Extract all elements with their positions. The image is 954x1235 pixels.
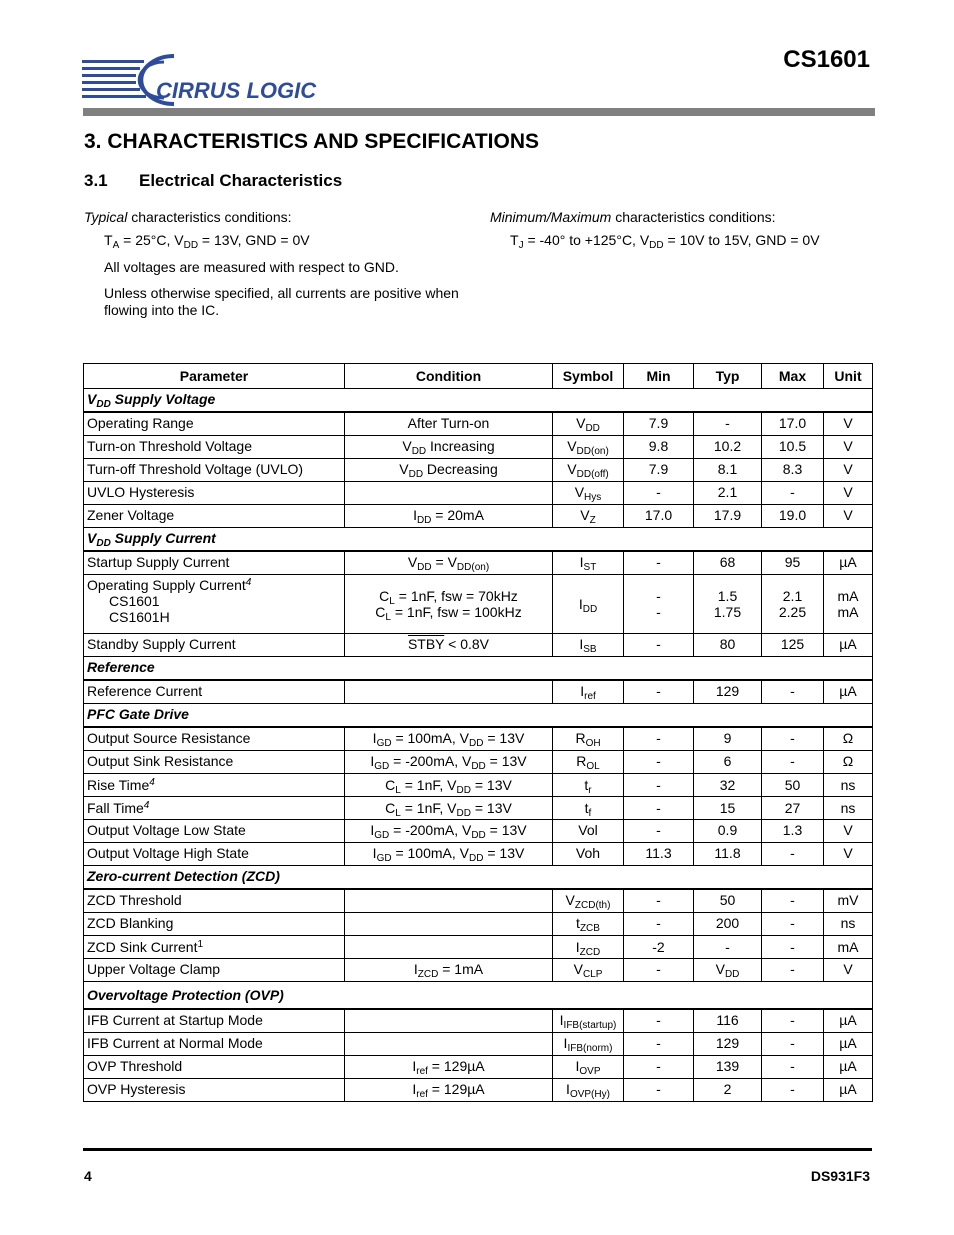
cirrus-logic-logo (82, 52, 342, 108)
table-row: OVP Hysteresis $I_{ref} = 129\mu A$ $I_{OVP(Hy)}$ - 2 - µA (84, 1079, 873, 1102)
table-row: Output Voltage High State $I_{GD} = 100mA$, $V_{DD} = 13V$ Voh 11.3 11.8 - V (84, 843, 873, 866)
table-row: Zener Voltage $I_{DD} = 20mA$ $V_Z$ 17.0 17.9 19.0 V (84, 505, 873, 528)
table-row: Rise Time$^4$ $C_L = 1nF$, $V_{DD} = 13V$ $t_r$ - 32 50 ns (84, 774, 873, 797)
section-row: PFC Gate Drive (84, 704, 873, 728)
section-row: $V_{DD}$ Supply Current (84, 528, 873, 552)
table-row: Operating Supply Current$^4$ CS1601 CS1601H $C_L = 1nF$, fsw = 70kHz $C_L = 1nF$, fsw = 100kHz $I_{DD}$ - - 1.5 1.75 2.1 2.25 mA mA (84, 575, 873, 634)
table-row: ZCD Blanking $t_{ZCB}$ - 200 - ns (84, 913, 873, 936)
section-row: $V_{DD}$ Supply Voltage (84, 389, 873, 413)
section-row: Zero-current Detection (ZCD) (84, 866, 873, 890)
svg-text:CIRRUS LOGIC: CIRRUS LOGIC (156, 78, 317, 103)
table-header-row (84, 364, 873, 389)
col-symbol: Symbol (553, 364, 624, 389)
page-number: 4 (84, 1168, 92, 1184)
section-title: 3. CHARACTERISTICS AND SPECIFICATIONS (84, 130, 540, 153)
col-parameter: Parameter (84, 364, 345, 389)
table-row: Reference Current $I_{ref}$ - 129 - µA (84, 680, 873, 704)
table-row: OVP Threshold $I_{ref} = 129\mu A$ $I_{OVP}$ - 139 - µA (84, 1056, 873, 1079)
col-unit: Unit (824, 364, 873, 389)
table-row: Turn-off Threshold Voltage (UVLO) $V_{DD}$ Decreasing $V_{DD(off)}$ 7.9 8.1 8.3 V (84, 459, 873, 482)
minmax-conditions: Minimum/Maximum characteristics conditions: $T_J = -40^\circ$ to +125°C, $V_{DD} = 10V$ to 15V, GND = 0V (490, 209, 820, 251)
section-row: Reference (84, 657, 873, 681)
col-condition: Condition (345, 364, 553, 389)
table-row: Turn-on Threshold Voltage $V_{DD}$ Increasing $V_{DD(on)}$ 9.8 10.2 10.5 V (84, 436, 873, 459)
table-row: Output Voltage Low State $I_{GD} = -200mA$, $V_{DD} = 13V$ Vol - 0.9 1.3 V (84, 820, 873, 843)
col-typ: Typ (694, 364, 762, 389)
part-number: CS1601 (783, 46, 870, 73)
table-row: UVLO Hysteresis $V_{Hys}$ - 2.1 - V (84, 482, 873, 505)
table-row: Operating Range After Turn-on $V_{DD}$ 7.9 - 17.0 V (84, 412, 873, 436)
table-row: IFB Current at Normal Mode $I_{IFB(norm)}$ - 129 - µA (84, 1033, 873, 1056)
document-id: DS931F3 (810, 1168, 870, 1184)
col-max: Max (762, 364, 824, 389)
table-row: Output Sink Resistance $I_{GD} = -200mA$, $V_{DD} = 13V$ $R_{OL}$ - 6 - Ω (84, 751, 873, 774)
table-row: Fall Time$^4$ $C_L = 1nF$, $V_{DD} = 13V$ $t_f$ - 15 27 ns (84, 797, 873, 820)
typical-conditions: Typical characteristics conditions: $T_A = 25^\circ C$, $V_{DD} = 13V$, GND = 0V All voltages are measured with respect to GND. Unless otherwise specified, all currents are positive when flowing into the IC. (84, 209, 459, 318)
table-row: ZCD Threshold $V_{ZCD(th)}$ - 50 - mV (84, 889, 873, 913)
header-rule (83, 108, 875, 116)
table-row: Output Source Resistance $I_{GD} = 100mA$, $V_{DD} = 13V$ $R_{OH}$ - 9 - Ω (84, 727, 873, 751)
table-row: ZCD Sink Current$^1$ $I_{ZCD}$ -2 - - mA (84, 936, 873, 959)
table-row: Standby Supply Current STBY < 0.8V $I_{SB}$ - 80 125 µA (84, 634, 873, 657)
table-row: IFB Current at Startup Mode $I_{IFB(startup)}$ - 116 - µA (84, 1009, 873, 1033)
col-min: Min (624, 364, 694, 389)
section-row: Overvoltage Protection (OVP) (84, 982, 873, 1010)
subsection-title: 3.1 Electrical Characteristics (84, 171, 343, 190)
table-row: Startup Supply Current $V_{DD} = V_{DD(on)}$ $I_{ST}$ - 68 95 µA (84, 551, 873, 575)
electrical-characteristics-table (83, 363, 873, 1102)
footer-rule (83, 1148, 872, 1151)
table-row: Upper Voltage Clamp $I_{ZCD} = 1mA$ $V_{CLP}$ - $V_{DD}$ - V (84, 959, 873, 982)
